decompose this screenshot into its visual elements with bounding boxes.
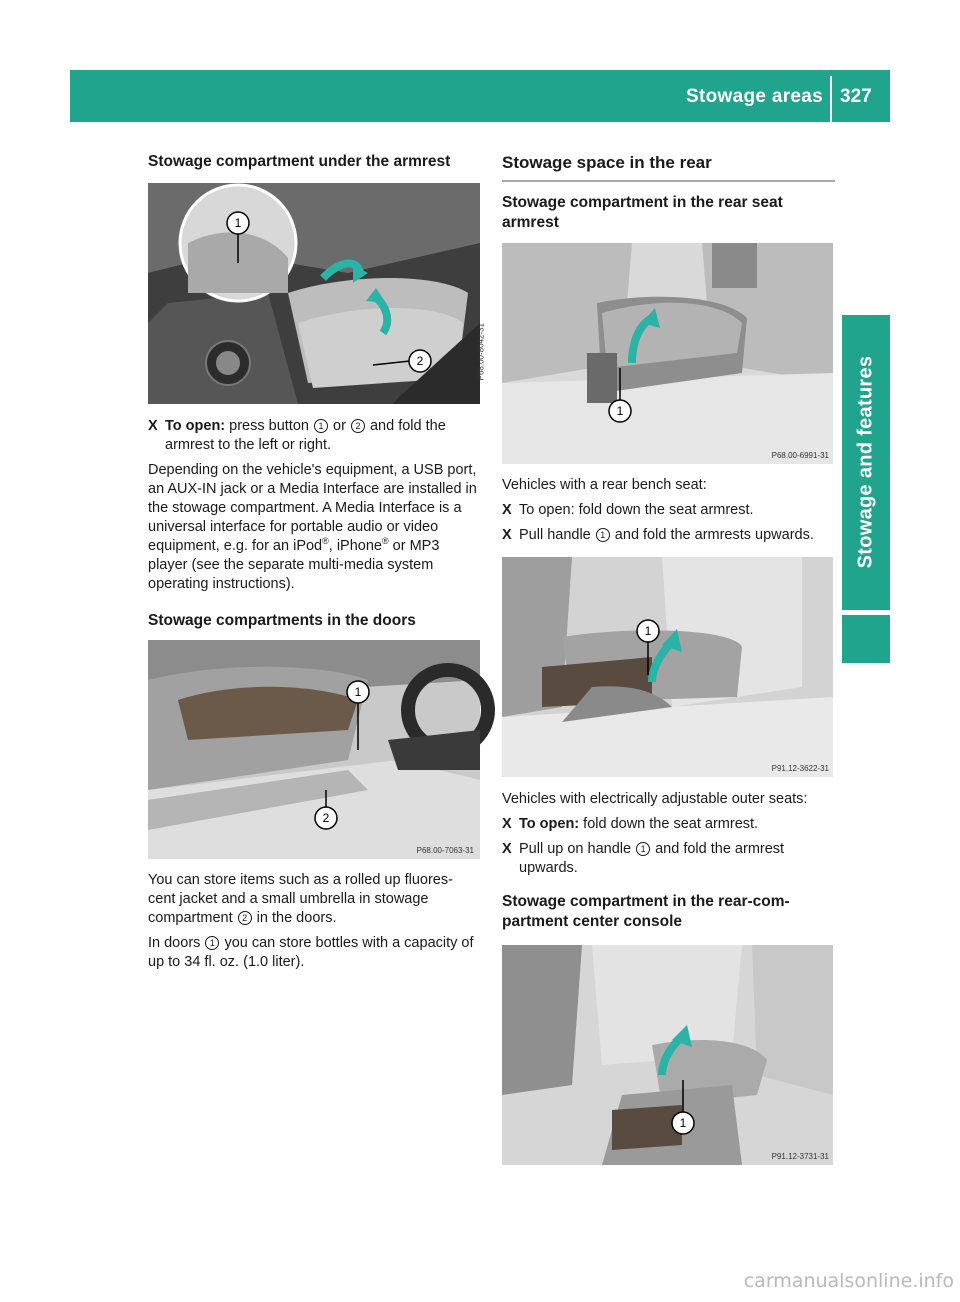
doors-figure — [148, 640, 480, 859]
rear-seat-figure — [502, 243, 833, 464]
fig4-callout-1: 1 — [644, 624, 652, 638]
fig1-callout-2: 2 — [416, 354, 424, 368]
bench-text: Vehicles with a rear bench seat: — [502, 477, 707, 493]
electric-text: Vehicles with electrically adjustable outer seats: — [502, 791, 808, 807]
doors-paragraph-1: You can store items such as a rolled up fluores-cent jacket and a small umbrella in stowage compartment 2 in the doors. — [148, 872, 453, 926]
armrest-instructions — [148, 417, 480, 594]
callout-1: 1 — [636, 842, 650, 856]
fig3-ref: P68.00-6991-31 — [771, 451, 829, 460]
electric-instructions — [502, 790, 835, 878]
fig3-callout-1: 1 — [616, 404, 624, 418]
electric-step-2: X Pull up on handle 1 and fold the armrest upwards. — [502, 841, 785, 876]
fig2-ref: P68.00-7063-31 — [416, 846, 474, 855]
armrest-heading: Stowage compartment under the armrest — [148, 153, 451, 170]
electric-seat-figure — [502, 557, 833, 777]
side-tab-marker — [842, 615, 890, 663]
doors-heading: Stowage compartments in the doors — [148, 612, 416, 629]
callout-1: 1 — [596, 528, 610, 542]
fig2-callout-1: 1 — [354, 685, 362, 699]
section-title: Stowage areas — [686, 86, 823, 107]
fig1-ref: P68.00-8042-31 — [476, 323, 485, 381]
doors-paragraph-2: In doors 1 you can store bottles with a capacity of up to 34 fl. oz. (1.0 liter). — [148, 935, 474, 970]
fig5-callout-1: 1 — [679, 1116, 687, 1130]
console-heading: Stowage compartment in the rear-com-partment center console — [502, 893, 790, 930]
side-tab-label: Stowage and features — [854, 355, 877, 569]
callout-2: 2 — [238, 911, 252, 925]
fig4-ref: P91.12-3622-31 — [771, 764, 829, 773]
rear-seat-heading: Stowage compartment in the rear seat armrest — [502, 194, 783, 231]
doors-text — [148, 871, 480, 972]
callout-2: 2 — [351, 419, 365, 433]
fig1-callout-1: 1 — [234, 216, 242, 230]
console-figure — [502, 945, 833, 1165]
header-divider — [830, 76, 832, 122]
open-step: X To open: press button 1 or 2 and fold the armrest to the left or right. — [148, 418, 446, 453]
fig5-ref: P91.12-3731-31 — [771, 1152, 829, 1161]
fig2-callout-2: 2 — [322, 811, 330, 825]
page-number: 327 — [840, 86, 872, 107]
bench-step-1: X To open: fold down the seat armrest. — [502, 502, 754, 518]
bench-instructions — [502, 476, 835, 545]
electric-step-1: X To open: fold down the seat armrest. — [502, 816, 759, 832]
callout-1: 1 — [314, 419, 328, 433]
callout-1: 1 — [205, 936, 219, 950]
armrest-figure — [148, 183, 485, 404]
bench-step-2: X Pull handle 1 and fold the armrests upwards. — [502, 527, 814, 543]
rear-heading: Stowage space in the rear — [502, 152, 835, 182]
usb-paragraph: Depending on the vehicle's equipment, a USB port, an AUX-IN jack or a Media Interface are installed in the stowage compartment. A Media Interface is a universal interface for portable audio or video equipment, e.g. for an iPod®, iPhone® or MP3 player (see the separate multi-media system operating instructions). — [148, 462, 477, 592]
footer-watermark: carmanualsonline.info — [743, 1270, 954, 1292]
